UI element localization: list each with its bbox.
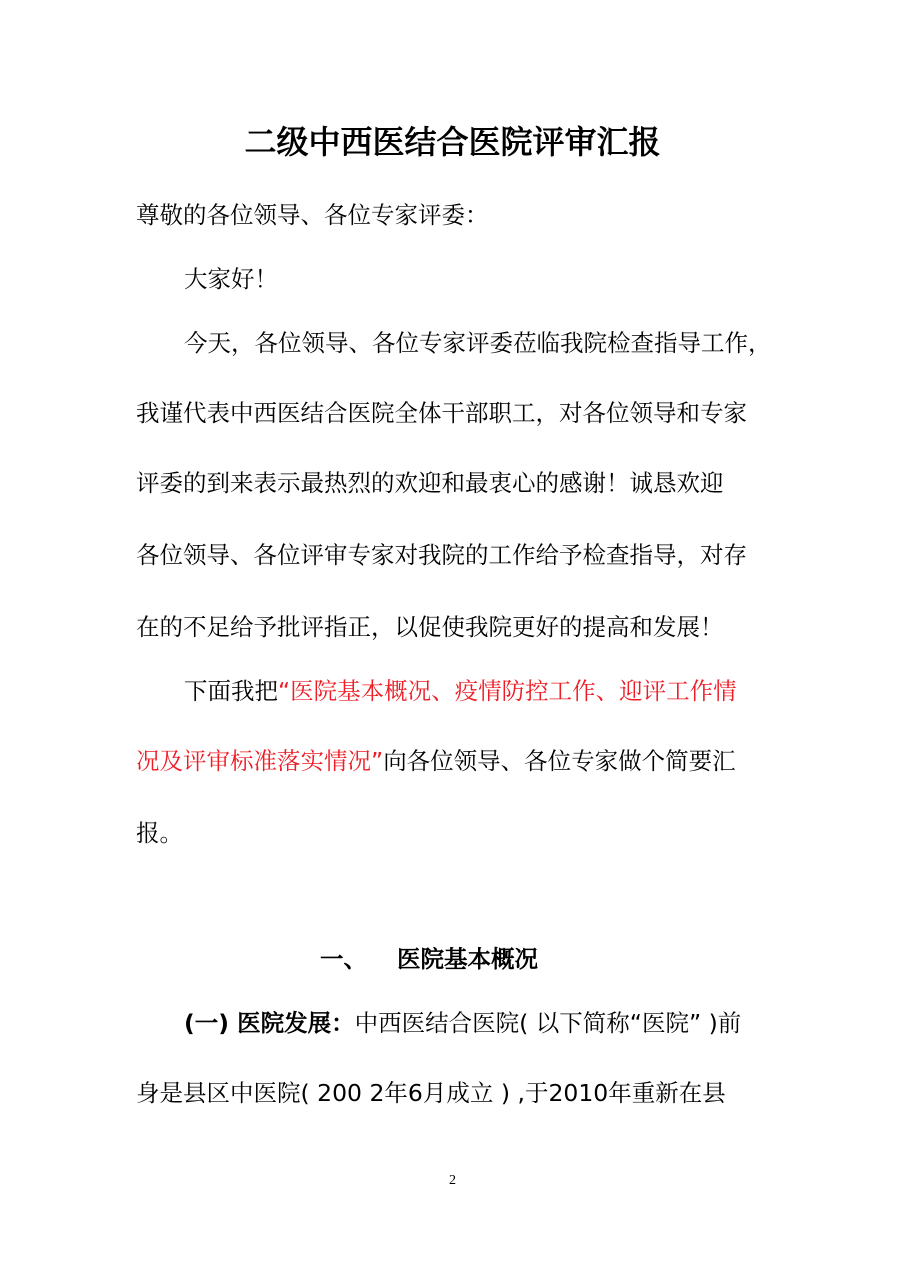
section-heading — [320, 942, 538, 976]
paragraph-2-suffix: 向各位领导、各位专家做个简要汇 — [383, 747, 736, 775]
paragraph-1-line-1: 今天，各位领导、各位专家评委莅临我院检查指导工作， — [184, 329, 772, 357]
highlighted-topics-part-1: “医院基本概况、疫情防控工作、迎评工作情 — [278, 677, 737, 705]
page-number: 2 — [449, 1173, 456, 1188]
paragraph-2-prefix: 下面我把 — [184, 677, 278, 705]
subsection-label: (一) 医院发展： — [184, 1009, 355, 1037]
salutation: 尊敬的各位领导、各位专家评委： — [136, 201, 489, 229]
paragraph-2-line-1 — [184, 674, 737, 708]
paragraph-1-line-3: 评委的到来表示最热烈的欢迎和最衷心的感谢！诚恳欢迎 — [136, 469, 724, 497]
paragraph-1-line-5: 在的不足给予批评指正，以促使我院更好的提高和发展！ — [136, 613, 724, 641]
subsection-line-1 — [184, 1006, 741, 1040]
paragraph-2-line-3: 报。 — [136, 819, 183, 847]
greeting: 大家好！ — [184, 265, 278, 293]
document-title: 二级中西医结合医院评审汇报 — [244, 123, 661, 161]
paragraph-1-line-4: 各位领导、各位评审专家对我院的工作给予检查指导，对存 — [136, 541, 747, 569]
highlighted-topics-part-2: 况及评审标准落实情况” — [136, 747, 384, 775]
section-number: 一、 — [320, 945, 367, 973]
subsection-text: 中西医结合医院( 以下简称“医院” )前 — [354, 1009, 742, 1037]
section-title: 医院基本概况 — [397, 945, 538, 973]
paragraph-1-line-2: 我谨代表中西医结合医院全体干部职工，对各位领导和专家 — [136, 399, 747, 427]
paragraph-2-line-2 — [136, 744, 736, 778]
subsection-line-2: 身是县区中医院( 200 2年6月成立 ) ,于2010年重新在县 — [136, 1079, 726, 1107]
